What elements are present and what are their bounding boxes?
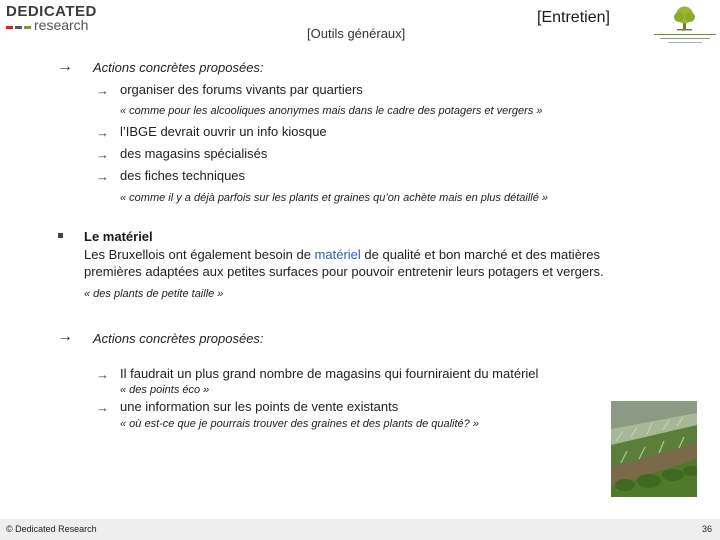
section2-paragraph-line-2: premières adaptées aux petites surfaces pour pouvoir entretenir leurs potagers et vergers. <box>84 264 604 279</box>
section3-item-1: Il faudrait un plus grand nombre de magasins qui fourniraient du matériel <box>120 366 539 381</box>
item-arrow: → <box>96 83 109 98</box>
para-highlight: matériel <box>314 247 361 262</box>
section3-item-2: une information sur les points de vente existants <box>120 399 399 414</box>
footer-copyright: © Dedicated Research <box>6 524 97 534</box>
section1-quote-1: « comme pour les alcooliques anonymes mais dans le cadre des potagers et vergers » <box>120 105 543 117</box>
tree-icon <box>652 4 718 34</box>
page-title: [Entretien] <box>537 9 610 26</box>
bullet-square <box>58 233 63 238</box>
item-arrow: → <box>96 147 109 162</box>
section1-item-1: organiser des forums vivants par quartiers <box>120 82 363 97</box>
item-arrow: → <box>96 400 109 415</box>
section2-heading: Le matériel <box>84 229 153 244</box>
para-text: de qualité et bon marché et des matières <box>360 247 600 262</box>
page-number: 36 <box>701 524 712 534</box>
section2-paragraph-line-1 <box>84 247 600 262</box>
item-arrow: → <box>96 367 109 382</box>
section3-arrow: → <box>57 328 73 345</box>
section1-item-4: des fiches techniques <box>120 168 246 183</box>
para-text: Les Bruxellois ont également besoin de <box>84 247 315 262</box>
section3-quote-2: « où est-ce que je pourrais trouver des graines et des plants de qualité? » <box>120 418 479 430</box>
section1-item-3: des magasins spécialisés <box>120 146 268 161</box>
section3-quote-1: « des points éco » <box>120 384 210 396</box>
footer-bar <box>0 519 720 540</box>
section3-heading: Actions concrètes proposées: <box>93 331 264 346</box>
section1-item-2: l’IBGE devrait ouvrir un info kiosque <box>120 124 327 139</box>
garden-photo <box>611 401 697 497</box>
item-arrow: → <box>96 125 109 140</box>
section1-arrow: → <box>57 58 73 75</box>
logo-color-bars <box>6 26 31 29</box>
section2-quote: « des plants de petite taille » <box>84 288 224 300</box>
section1-heading: Actions concrètes proposées: <box>93 60 264 75</box>
client-logo <box>652 4 718 46</box>
section1-quote-2: « comme il y a déjà parfois sur les plants et graines qu’on achète mais en plus détaillé » <box>120 192 549 204</box>
page-subtitle: [Outils généraux] <box>307 26 406 41</box>
company-logo-subtitle <box>6 18 88 32</box>
logo-word: research <box>34 17 89 33</box>
item-arrow: → <box>96 169 109 184</box>
company-logo-title: DEDICATED <box>6 3 97 20</box>
